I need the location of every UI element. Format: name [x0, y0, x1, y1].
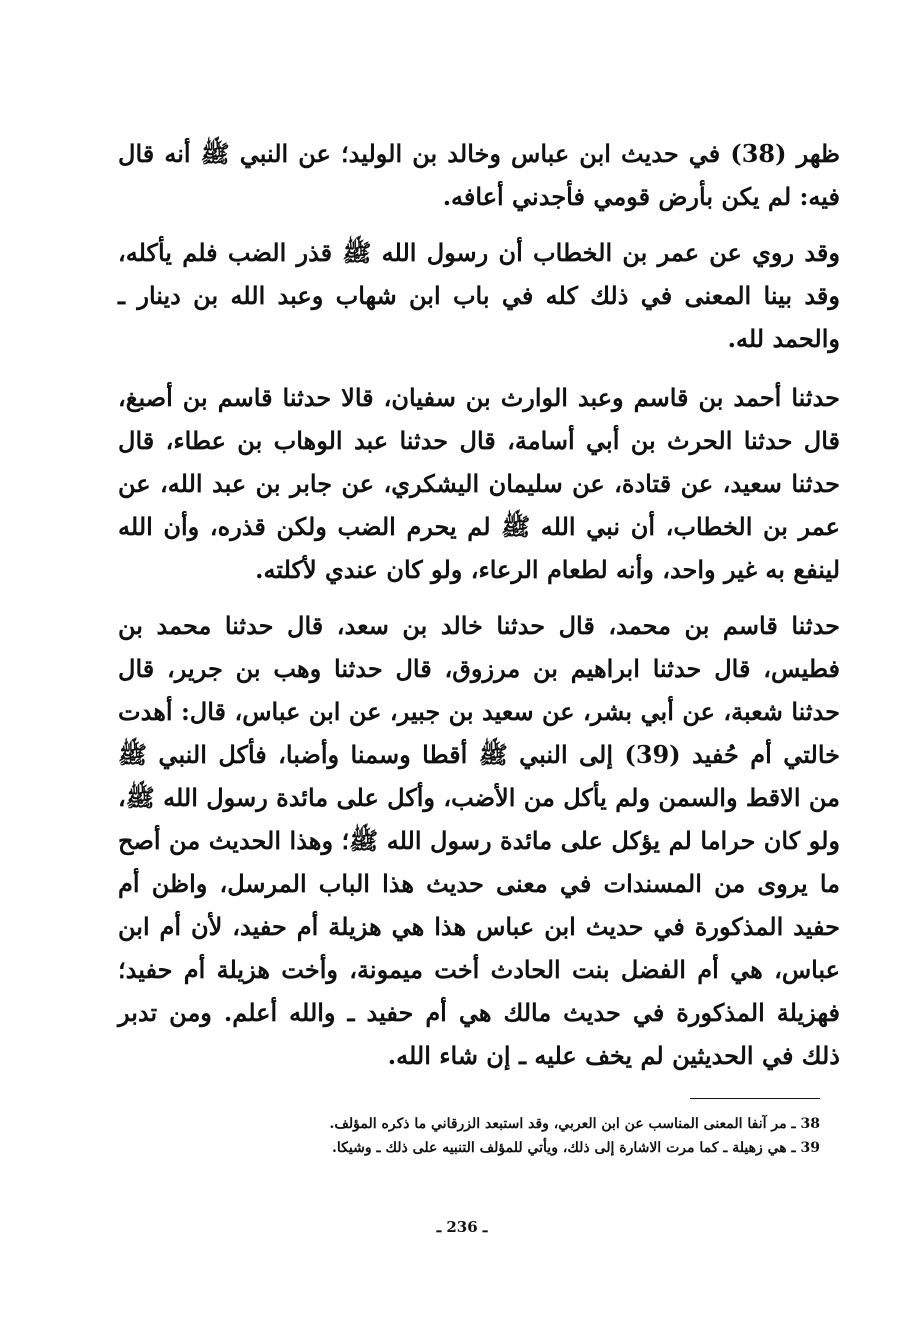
footnote-divider [690, 1098, 820, 1099]
paragraph-3: حدثنا أحمد بن قاسم وعبد الوارث بن سفيان، قالا حدثنا قاسم بن أصبغ، قال حدثنا الحرث بن أبي أسامة، قال حدثنا عبد الوهاب بن عطاء، قال حدثنا سعيد، عن قتادة، عن سليمان اليشكري، عن جابر بن عبد الله، عن عمر بن الخطاب، أن نبي الله ﷺ لم يحرم الضب ولكن قذره، وأن الله لينفع به غير واحد، وأنه لطعام الرعاء، ولو كان عندي لأكلته. [118, 383, 840, 584]
paragraph-2: وقد روي عن عمر بن الخطاب أن رسول الله ﷺ قذر الضب فلم يأكله، وقد بينا المعنى في ذلك كله في باب ابن شهاب وعبد الله بن دينار ـ والحمد لله. [118, 238, 840, 353]
paragraph-4: حدثنا قاسم بن محمد، قال حدثنا خالد بن سعد، قال حدثنا محمد بن فطيس، قال حدثنا ابراهيم بن مرزوق، قال حدثنا وهب بن جرير، قال حدثنا شعبة، عن أبي بشر، عن سعيد بن جبير، عن ابن عباس، قال: أهدت خالتي أم حُفيد (39) إلى النبي ﷺ أقطا وسمنا وأضبا، فأكل النبي ﷺ من الاقط والسمن ولم يأكل من الأضب، وأكل على مائدة رسول الله ﷺ، ولو كان حراما لم يؤكل على مائدة رسول الله ﷺ؛ وهذا الحديث من أصح ما يروى من المسندات في معنى حديث هذا الباب المرسل، واظن أم حفيد المذكورة في حديث ابن عباس هذا هي هزيلة أم حفيد، لأن أم ابن عباس، هي أم الفضل بنت الحادث أخت ميمونة، وأخت هزيلة أم حفيد؛ فهزيلة المذكورة في حديث مالك هي أم حفيد ـ والله أعلم. ومن تدبر ذلك في الحديثين لم يخف عليه ـ إن شاء الله. [118, 611, 840, 1070]
paragraph-1: ظهر (38) في حديث ابن عباس وخالد بن الوليد؛ عن النبي ﷺ أنه قال فيه: لم يكن بأرض قومي فأجدني أعافه. [118, 139, 841, 211]
main-text [118, 132, 840, 1077]
footnote-39: 39 ـ هي زهيلة ـ كما مرت الاشارة إلى ذلك، ويأتي للمؤلف التنبيه على ذلك ـ وشيكا. [332, 1140, 820, 1156]
page-number: ـ 236 ـ [436, 1218, 488, 1236]
footnotes [240, 1112, 820, 1160]
footnote-38: 38 ـ مر آنفا المعنى المناسب عن ابن العربي، وقد استبعد الزرقاني ما ذكره المؤلف. [329, 1116, 820, 1132]
